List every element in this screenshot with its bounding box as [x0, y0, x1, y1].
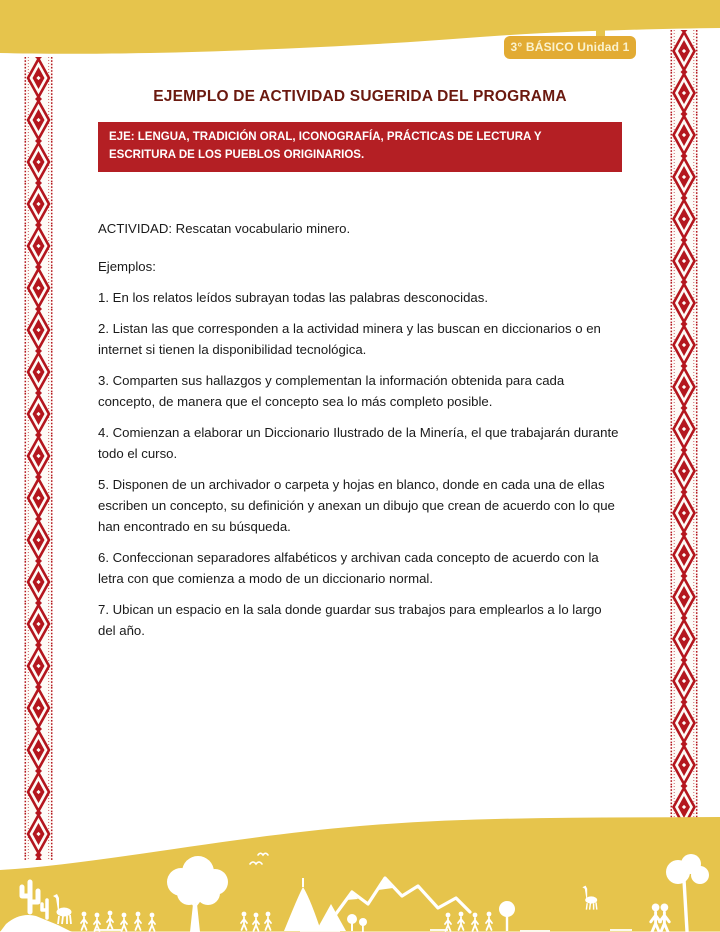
- example-item-3: 3. Comparten sus hallazgos y complementan la información obtenida para cada concepto, de manera que el concepto sea lo más completo posible.: [98, 372, 565, 409]
- activity-line: ACTIVIDAD: Rescatan vocabulario minero.: [98, 220, 351, 236]
- example-item-2: 2. Listan las que corresponden a la actividad minera y las buscan en diccionarios o en internet si tienen la disponibilidad tecnológica.: [98, 320, 601, 357]
- document-content: [98, 88, 622, 641]
- right-textile-border-icon: [670, 30, 698, 818]
- unit-badge: 3° BÁSICO Unidad 1: [504, 36, 636, 59]
- eje-banner: EJE: LENGUA, TRADICIÓN ORAL, ICONOGRAFÍA, PRÁCTICAS DE LECTURA Y ESCRITURA DE LOS PUEBLOS ORIGINARIOS.: [98, 122, 622, 172]
- example-item-1: 1. En los relatos leídos subrayan todas las palabras desconocidas.: [98, 289, 488, 305]
- example-item-5: 5. Disponen de un archivador o carpeta y hojas en blanco, donde en cada una de ellas escriben un concepto, su definición y anexan un dibujo que crean de acuerdo con lo que han encontrado en su búsqueda.: [98, 476, 615, 534]
- left-textile-border-icon: [24, 57, 53, 860]
- footer-landscape-icon: [0, 812, 720, 932]
- top-yellow-band: [0, 0, 720, 70]
- page-title: EJEMPLO DE ACTIVIDAD SUGERIDA DEL PROGRAMA: [153, 88, 567, 105]
- example-item-7: 7. Ubican un espacio en la sala donde guardar sus trabajos para emplearlos a lo largo del año.: [98, 601, 602, 638]
- examples-label: Ejemplos:: [98, 258, 156, 274]
- example-item-4: 4. Comienzan a elaborar un Diccionario Ilustrado de la Minería, el que trabajarán durante todo el curso.: [98, 424, 619, 461]
- example-item-6: 6. Confeccionan separadores alfabéticos y archivan cada concepto de acuerdo con la letra con que comienza a modo de un diccionario normal.: [98, 549, 599, 586]
